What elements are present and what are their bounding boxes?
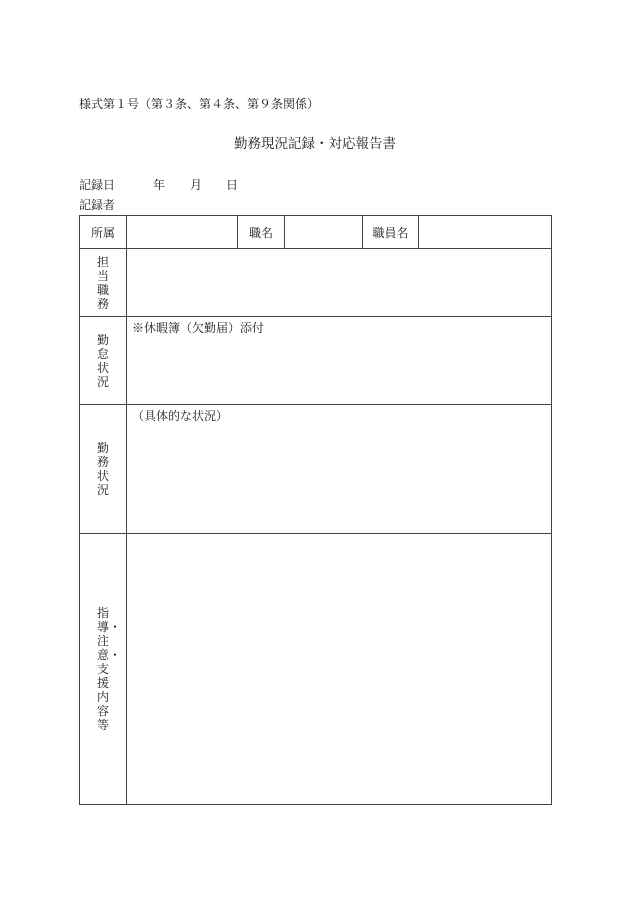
affiliation-field[interactable] bbox=[127, 216, 238, 249]
guidance-label-cell bbox=[80, 534, 127, 805]
report-form-table bbox=[79, 215, 552, 805]
attendance-label-cell bbox=[80, 317, 127, 405]
guidance-row bbox=[80, 534, 552, 805]
duties-field[interactable] bbox=[127, 249, 552, 317]
attendance-label: 勤怠状況 bbox=[97, 332, 110, 389]
attendance-row bbox=[80, 317, 552, 405]
work-status-field[interactable]: （具体的な状況） bbox=[127, 405, 552, 534]
recorder-label: 記録者 bbox=[79, 198, 116, 212]
date-day-label: 日 bbox=[226, 178, 239, 192]
work-status-label-cell bbox=[80, 405, 127, 534]
attendance-field[interactable]: ※休暇簿（欠勤届）添付 bbox=[127, 317, 552, 405]
duties-row bbox=[80, 249, 552, 317]
position-label: 職名 bbox=[238, 216, 285, 249]
header-row bbox=[80, 216, 552, 249]
staff-name-field[interactable] bbox=[419, 216, 552, 249]
record-date-label: 記録日 bbox=[79, 178, 116, 192]
position-field[interactable] bbox=[285, 216, 363, 249]
work-status-row bbox=[80, 405, 552, 534]
staff-name-label: 職員名 bbox=[363, 216, 419, 249]
guidance-label: 指導・注意・支援内容等 bbox=[97, 606, 122, 732]
date-year-label: 年 bbox=[153, 178, 166, 192]
duties-label-cell bbox=[80, 249, 127, 317]
work-status-label: 勤務状況 bbox=[97, 441, 110, 497]
guidance-field[interactable] bbox=[127, 534, 552, 805]
duties-label: 担当職務 bbox=[97, 254, 110, 311]
form-number: 様式第１号（第３条、第４条、第９条関係） bbox=[79, 97, 320, 111]
affiliation-label: 所属 bbox=[80, 216, 127, 249]
date-month-label: 月 bbox=[190, 178, 203, 192]
page-title: 勤務現況記録・対応報告書 bbox=[234, 136, 396, 152]
